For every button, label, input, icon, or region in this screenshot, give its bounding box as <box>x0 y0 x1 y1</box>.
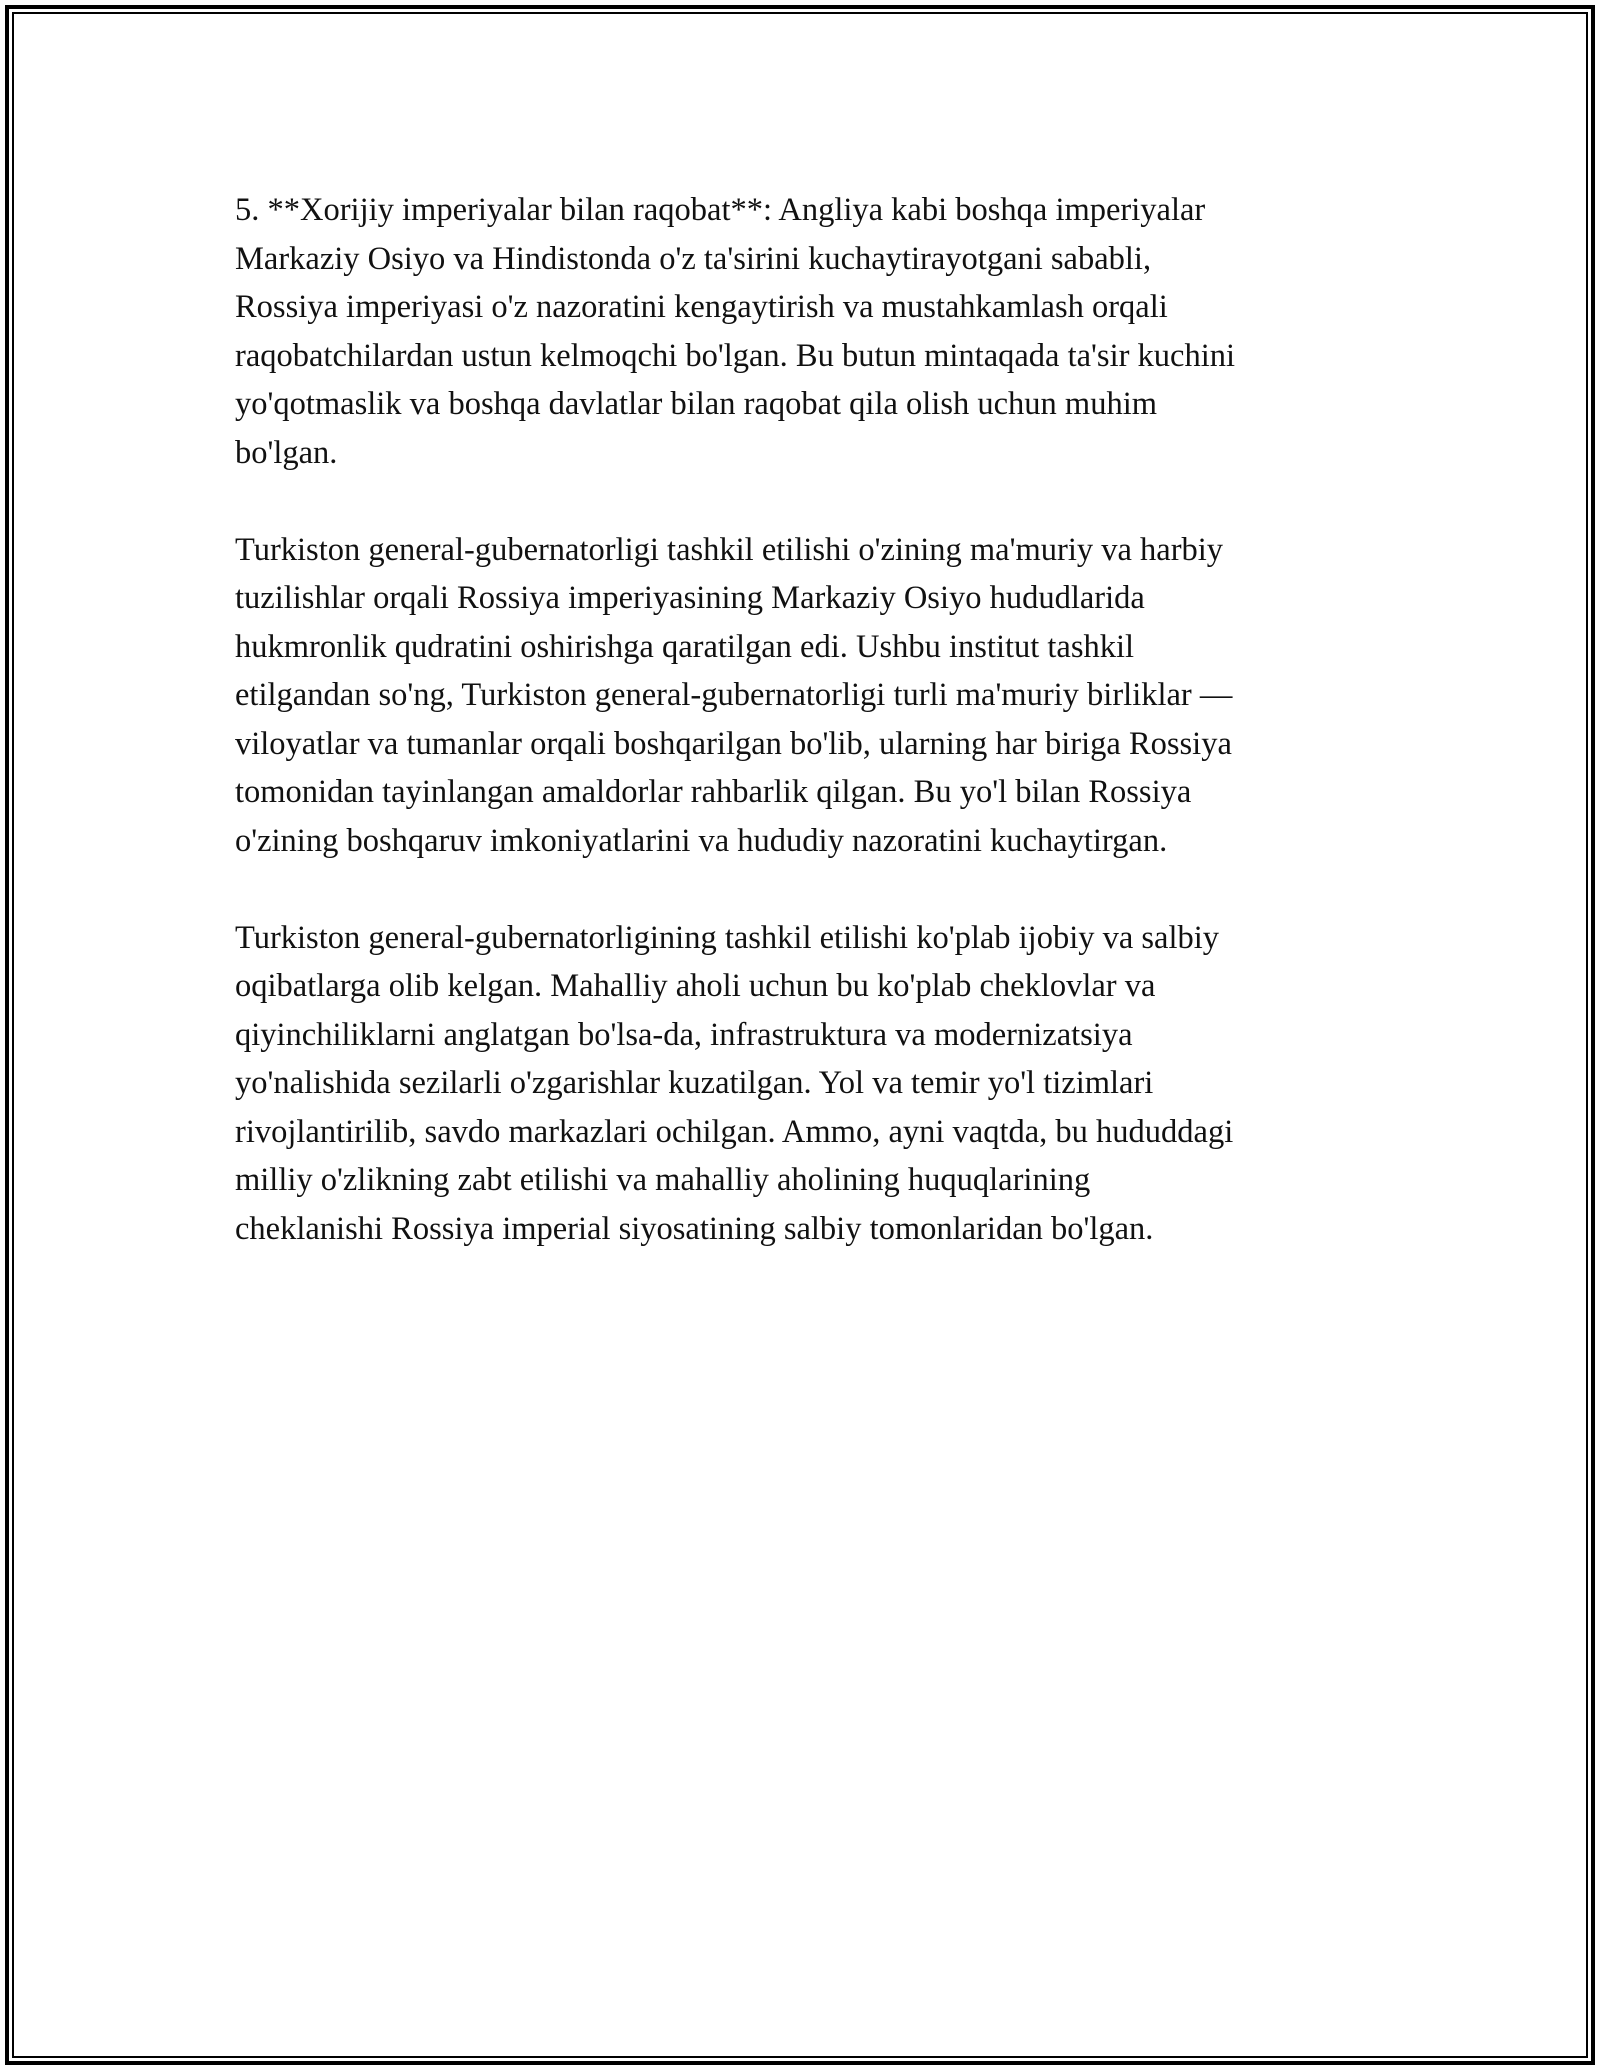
text-line: yo'nalishida sezilarli o'zgarishlar kuzatilgan. Yol va temir yo'l tizimlari <box>235 1065 1154 1101</box>
text-line: qiyinchiliklarni anglatgan bo'lsa-da, infrastruktura va modernizatsiya <box>235 1016 1133 1053</box>
text-line: bo'lgan. <box>235 434 338 471</box>
text-line: tuzilishlar orqali Rossiya imperiyasining Markaziy Osiyo hududlarida <box>235 580 1145 616</box>
text-line: hukmronlik qudratini oshirishga qaratilgan edi. Ushbu institut tashkil <box>235 628 1135 665</box>
text-line: Markaziy Osiyo va Hindistonda o'z ta'sirini kuchaytirayotgani sababli, <box>235 240 1152 277</box>
document-body <box>235 186 1385 1302</box>
text-line: Turkiston general-gubernatorligining tashkil etilishi ko'plab ijobiy va salbiy <box>235 919 1220 956</box>
text-line: tomonidan tayinlangan amaldorlar rahbarlik qilgan. Bu yo'l bilan Rossiya <box>235 774 1192 810</box>
text-line: Rossiya imperiyasi o'z nazoratini kengaytirish va mustahkamlash orqali <box>235 289 1168 325</box>
text-line: Turkiston general-gubernatorligi tashkil etilishi o'zining ma'muriy va harbiy <box>235 531 1224 568</box>
text-line: raqobatchilardan ustun kelmoqchi bo'lgan. Bu butun mintaqada ta'sir kuchini <box>235 337 1236 374</box>
text-line: cheklanishi Rossiya imperial siyosatining salbiy tomonlaridan bo'lgan. <box>235 1210 1154 1247</box>
text-line: o'zining boshqaruv imkoniyatlarini va hududiy nazoratini kuchaytirgan. <box>235 822 1168 859</box>
text-line: etilgandan so'ng, Turkiston general-gubernatorligi turli ma'muriy birliklar — <box>235 677 1233 713</box>
text-line: rivojlantirilib, savdo markazlari ochilgan. Ammo, ayni vaqtda, bu hududdagi <box>235 1113 1234 1150</box>
text-line: yo'qotmaslik va boshqa davlatlar bilan raqobat qila olish uchun muhim <box>235 386 1157 422</box>
text-line: viloyatlar va tumanlar orqali boshqarilgan bo'lib, ularning har biriga Rossiya <box>235 725 1232 762</box>
paragraph-administrative-structure <box>235 526 1385 866</box>
paragraph-consequences <box>235 914 1385 1254</box>
text-line: 5. **Xorijiy imperiyalar bilan raqobat**: Angliya kabi boshqa imperiyalar <box>235 192 1206 228</box>
paragraph-foreign-competition <box>235 186 1385 477</box>
text-line: oqibatlarga olib kelgan. Mahalliy aholi uchun bu ko'plab cheklovlar va <box>235 968 1156 1004</box>
text-line: milliy o'zlikning zabt etilishi va mahalliy aholining huquqlarining <box>235 1162 1091 1198</box>
